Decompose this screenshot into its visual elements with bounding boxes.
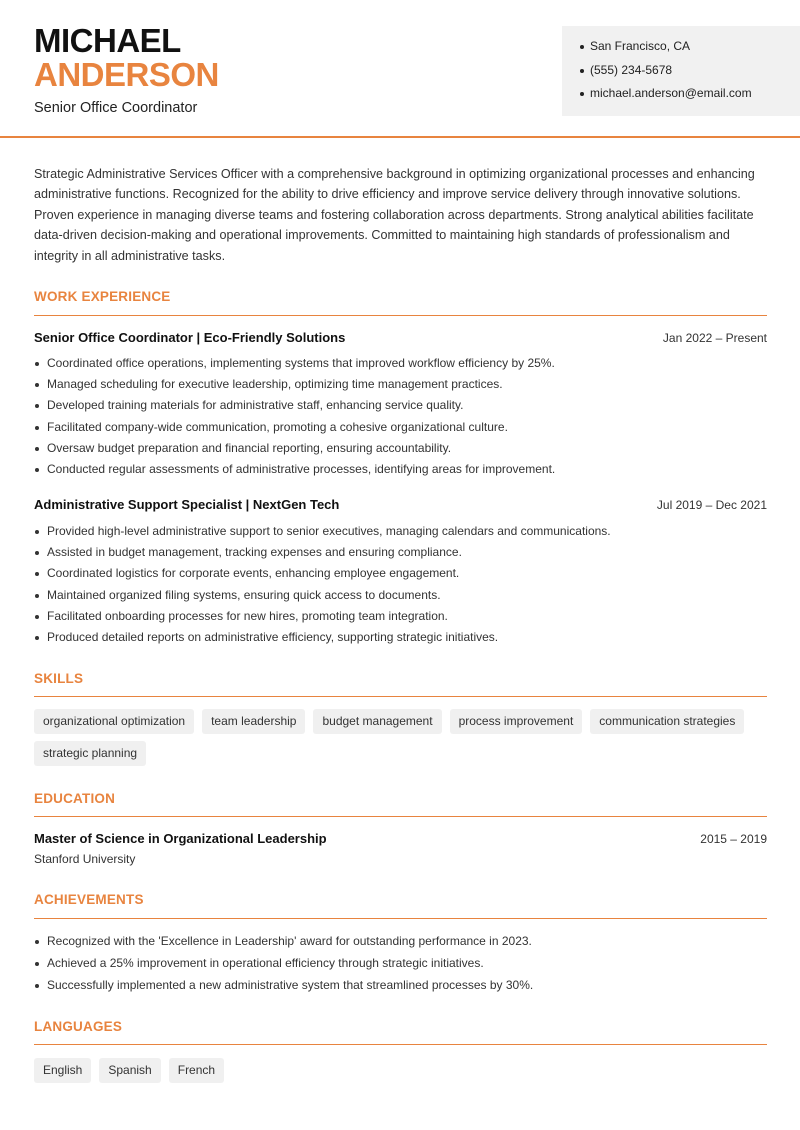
language-tag: English: [34, 1058, 91, 1083]
education-dates: 2015 – 2019: [700, 832, 767, 846]
list-item: Facilitated company-wide communication, promoting a cohesive organizational culture.: [34, 419, 770, 440]
languages-tags: [34, 1058, 774, 1083]
languages-heading: LANGUAGES: [34, 1019, 123, 1034]
first-name: MICHAEL: [34, 22, 181, 59]
list-item: Coordinated logistics for corporate events, enhancing employee engagement.: [34, 565, 770, 586]
skill-tag: process improvement: [450, 709, 583, 734]
list-item: Maintained organized filing systems, ensuring quick access to documents.: [34, 587, 770, 608]
job-bullets-2: [34, 523, 770, 650]
section-divider: [34, 816, 767, 817]
job-dates-1: Jan 2022 – Present: [662, 331, 767, 345]
skill-tag: team leadership: [202, 709, 305, 734]
section-divider: [34, 918, 767, 919]
contact-box: [562, 26, 800, 116]
work-experience-heading: WORK EXPERIENCE: [34, 289, 171, 304]
skills-tags: [34, 709, 774, 766]
section-divider: [34, 1044, 767, 1045]
contact-email: michael.anderson@email.com: [580, 85, 800, 109]
list-item: Provided high-level administrative support to senior executives, managing calendars and communications.: [34, 523, 770, 544]
skill-tag: budget management: [313, 709, 441, 734]
school-name: Stanford University: [34, 852, 136, 866]
language-tag: Spanish: [99, 1058, 160, 1083]
list-item: Developed training materials for administrative staff, enhancing service quality.: [34, 397, 770, 418]
education-heading: EDUCATION: [34, 791, 116, 806]
summary-paragraph: Strategic Administrative Services Officer with a comprehensive background in optimizing organizational processes and enhancing administrative functions. Recognized for the ability to drive efficiency and improve service delivery through innovative solutions. Proven experience in managing diverse teams and fostering collaboration across departments. Strong analytical abilities facilitate data-driven decision-making and operational improvements. Committed to maintaining high standards of professionalism and integrity in all administrative tasks.: [34, 167, 755, 263]
last-name: ANDERSON: [34, 56, 219, 93]
list-item: Managed scheduling for executive leadership, optimizing time management practices.: [34, 376, 770, 397]
achievements-heading: ACHIEVEMENTS: [34, 892, 144, 907]
job-dates-2: Jul 2019 – Dec 2021: [656, 498, 767, 512]
section-divider: [34, 696, 767, 697]
list-item: Successfully implemented a new administrative system that streamlined processes by 30%.: [34, 977, 770, 999]
skills-heading: SKILLS: [34, 671, 84, 686]
job-title-2: Administrative Support Specialist | NextGen Tech: [34, 497, 340, 512]
job-title: Senior Office Coordinator: [34, 100, 198, 116]
list-item: Produced detailed reports on administrative efficiency, supporting strategic initiatives.: [34, 629, 770, 650]
job-bullets-1: [34, 355, 770, 482]
skill-tag: communication strategies: [590, 709, 744, 734]
list-item: Facilitated onboarding processes for new hires, promoting team integration.: [34, 608, 770, 629]
contact-location: San Francisco, CA: [580, 38, 800, 62]
skill-tag: organizational optimization: [34, 709, 194, 734]
achievements-list: [34, 933, 770, 999]
job-title-1: Senior Office Coordinator | Eco-Friendly Solutions: [34, 330, 346, 345]
degree-title: Master of Science in Organizational Leadership: [34, 831, 327, 846]
section-divider: [34, 315, 767, 316]
list-item: Coordinated office operations, implementing systems that improved workflow efficiency by 25%.: [34, 355, 770, 376]
language-tag: French: [169, 1058, 224, 1083]
contact-phone: (555) 234-5678: [580, 62, 800, 86]
list-item: Recognized with the 'Excellence in Leadership' award for outstanding performance in 2023.: [34, 933, 770, 955]
list-item: Conducted regular assessments of administrative processes, identifying areas for improvement.: [34, 461, 770, 482]
list-item: Oversaw budget preparation and financial reporting, ensuring accountability.: [34, 440, 770, 461]
list-item: Achieved a 25% improvement in operational efficiency through strategic initiatives.: [34, 955, 770, 977]
resume-header: [0, 0, 800, 138]
list-item: Assisted in budget management, tracking expenses and ensuring compliance.: [34, 544, 770, 565]
skill-tag: strategic planning: [34, 741, 146, 766]
